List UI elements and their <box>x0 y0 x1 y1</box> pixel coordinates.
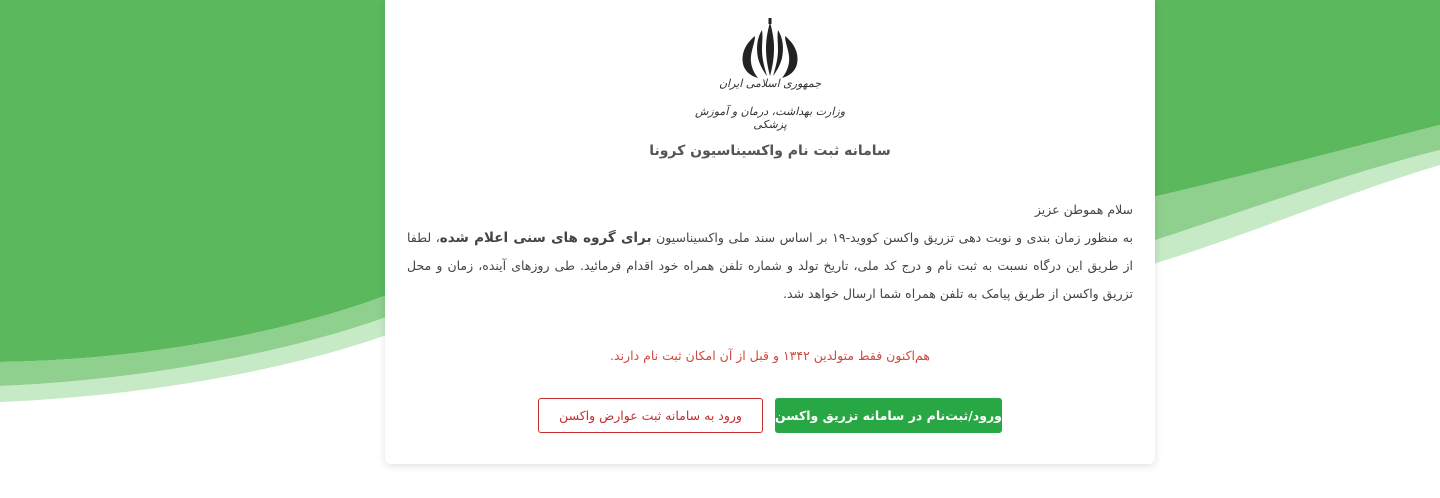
page-title: سامانه ثبت نام واکسیناسیون کرونا <box>649 143 891 159</box>
ministry-name-line1: جمهوری اسلامی ایران <box>718 77 822 90</box>
eligibility-notice: هم‌اکنون فقط متولدین ۱۳۴۲ و قبل از آن امکان ثبت نام دارند. <box>610 348 930 363</box>
greeting: سلام هموطن عزیز <box>1034 202 1133 217</box>
intro-part1: به منظور زمان بندی و نوبت دهی تزریق واکسن کووید-۱۹ بر اساس سند ملی واکسیناسیون <box>651 230 1133 245</box>
intro-bold: برای گروه های سنی اعلام شده <box>439 230 652 246</box>
register-vaccine-button[interactable]: ورود/ثبت‌نام در سامانه تزریق واکسن <box>775 398 1002 433</box>
intro-part2: ، لطفا از طریق این درگاه نسبت به ثبت نام و درج کد ملی، تاریخ تولد و شماره تلفن همراه خود اقدام فرمائید. طی روزهای آینده، زمان و محل تزریق واکسن از طریق پیامک به تلفن همراه شما ارسال خواهد شد. <box>407 230 1133 301</box>
side-effects-button[interactable]: ورود به سامانه ثبت عوارض واکسن <box>538 398 763 433</box>
intro-paragraph <box>407 224 1133 308</box>
intro-text <box>407 196 1133 308</box>
main-card <box>385 0 1155 464</box>
ministry-name-line2: وزارت بهداشت، درمان و آموزش پزشکی <box>694 105 846 131</box>
